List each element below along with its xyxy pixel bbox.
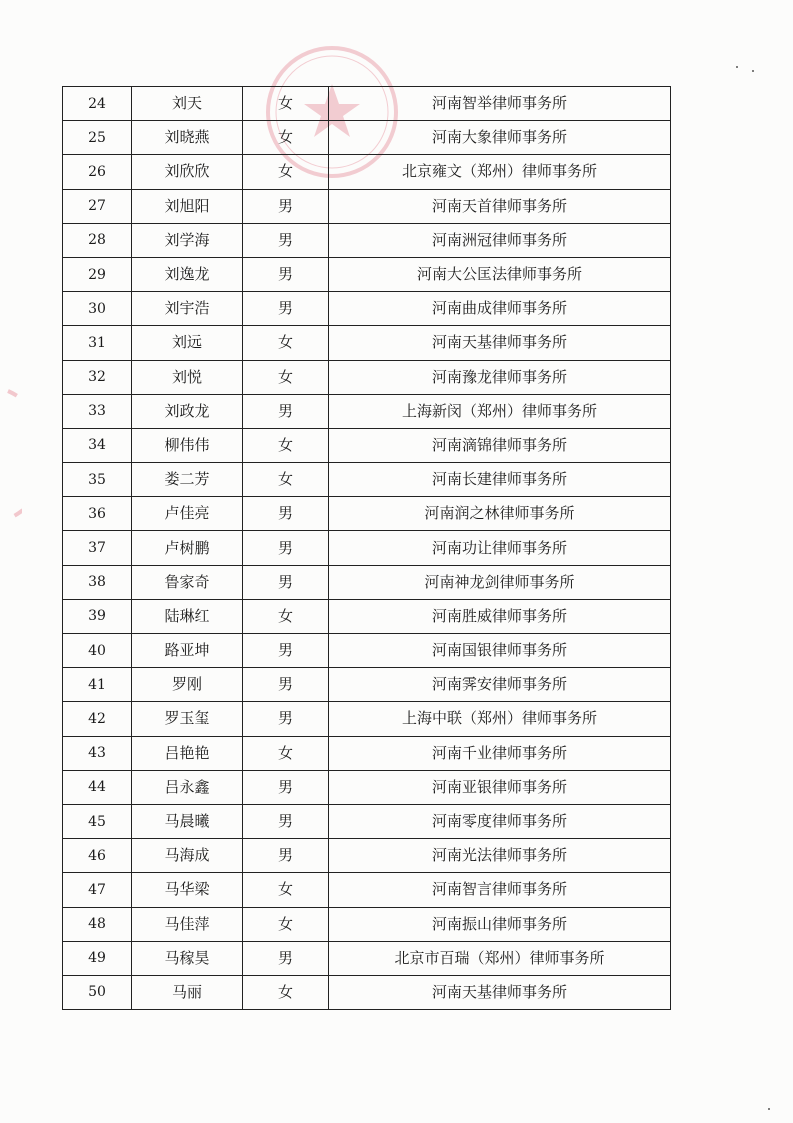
lawyer-name-cell: 马华梁 xyxy=(132,873,243,907)
law-firm-cell: 河南润之林律师事务所 xyxy=(329,497,671,531)
lawyer-name-cell: 刘旭阳 xyxy=(132,189,243,223)
row-number-cell: 27 xyxy=(63,189,132,223)
lawyer-name-cell: 刘宇浩 xyxy=(132,292,243,326)
scan-speck xyxy=(768,1108,770,1110)
lawyer-name-cell: 鲁家奇 xyxy=(132,565,243,599)
table-row xyxy=(63,736,671,770)
row-number-cell: 31 xyxy=(63,326,132,360)
row-number-cell: 41 xyxy=(63,668,132,702)
row-number-cell: 50 xyxy=(63,975,132,1009)
lawyer-name-cell: 刘晓燕 xyxy=(132,121,243,155)
gender-cell: 女 xyxy=(243,599,329,633)
lawyer-name-cell: 罗玉玺 xyxy=(132,702,243,736)
table-row xyxy=(63,189,671,223)
table-row xyxy=(63,121,671,155)
gender-cell: 男 xyxy=(243,394,329,428)
row-number-cell: 40 xyxy=(63,634,132,668)
law-firm-cell: 北京雍文（郑州）律师事务所 xyxy=(329,155,671,189)
law-firm-cell: 河南振山律师事务所 xyxy=(329,907,671,941)
gender-cell: 男 xyxy=(243,941,329,975)
table-row xyxy=(63,87,671,121)
gender-cell: 男 xyxy=(243,839,329,873)
row-number-cell: 44 xyxy=(63,770,132,804)
law-firm-cell: 河南智举律师事务所 xyxy=(329,87,671,121)
scan-speck xyxy=(752,70,754,72)
law-firm-cell: 河南胜威律师事务所 xyxy=(329,599,671,633)
law-firm-cell: 河南智言律师事务所 xyxy=(329,873,671,907)
lawyer-name-cell: 刘欣欣 xyxy=(132,155,243,189)
law-firm-cell: 河南曲成律师事务所 xyxy=(329,292,671,326)
gender-cell: 女 xyxy=(243,428,329,462)
table-row xyxy=(63,941,671,975)
lawyer-name-cell: 马海成 xyxy=(132,839,243,873)
gender-cell: 女 xyxy=(243,975,329,1009)
gender-cell: 男 xyxy=(243,292,329,326)
lawyer-name-cell: 马晨曦 xyxy=(132,804,243,838)
table-row xyxy=(63,668,671,702)
table-row xyxy=(63,565,671,599)
table-row xyxy=(63,702,671,736)
law-firm-cell: 河南大象律师事务所 xyxy=(329,121,671,155)
table-row xyxy=(63,531,671,565)
row-number-cell: 49 xyxy=(63,941,132,975)
lawyer-roster-table xyxy=(62,86,671,1010)
gender-cell: 女 xyxy=(243,873,329,907)
lawyer-name-cell: 陆琳红 xyxy=(132,599,243,633)
row-number-cell: 26 xyxy=(63,155,132,189)
table-row xyxy=(63,873,671,907)
law-firm-cell: 河南洲冠律师事务所 xyxy=(329,223,671,257)
law-firm-cell: 河南天基律师事务所 xyxy=(329,326,671,360)
lawyer-name-cell: 马佳萍 xyxy=(132,907,243,941)
table-row xyxy=(63,155,671,189)
edge-seal-fragment-icon xyxy=(0,385,22,525)
law-firm-cell: 河南神龙剑律师事务所 xyxy=(329,565,671,599)
gender-cell: 女 xyxy=(243,155,329,189)
table-row xyxy=(63,497,671,531)
row-number-cell: 33 xyxy=(63,394,132,428)
table-row xyxy=(63,394,671,428)
row-number-cell: 36 xyxy=(63,497,132,531)
law-firm-cell: 河南滴锦律师事务所 xyxy=(329,428,671,462)
table-row xyxy=(63,599,671,633)
row-number-cell: 32 xyxy=(63,360,132,394)
lawyer-name-cell: 卢树鹏 xyxy=(132,531,243,565)
lawyer-name-cell: 刘远 xyxy=(132,326,243,360)
lawyer-name-cell: 吕艳艳 xyxy=(132,736,243,770)
table-row xyxy=(63,975,671,1009)
row-number-cell: 39 xyxy=(63,599,132,633)
gender-cell: 女 xyxy=(243,121,329,155)
row-number-cell: 45 xyxy=(63,804,132,838)
table-row xyxy=(63,804,671,838)
gender-cell: 男 xyxy=(243,223,329,257)
gender-cell: 女 xyxy=(243,736,329,770)
lawyer-name-cell: 马丽 xyxy=(132,975,243,1009)
row-number-cell: 28 xyxy=(63,223,132,257)
law-firm-cell: 上海中联（郑州）律师事务所 xyxy=(329,702,671,736)
lawyer-name-cell: 刘悦 xyxy=(132,360,243,394)
row-number-cell: 38 xyxy=(63,565,132,599)
roster-table-body xyxy=(63,87,671,1010)
law-firm-cell: 上海新闵（郑州）律师事务所 xyxy=(329,394,671,428)
gender-cell: 男 xyxy=(243,531,329,565)
row-number-cell: 37 xyxy=(63,531,132,565)
table-row xyxy=(63,360,671,394)
law-firm-cell: 河南亚银律师事务所 xyxy=(329,770,671,804)
gender-cell: 男 xyxy=(243,702,329,736)
lawyer-name-cell: 刘逸龙 xyxy=(132,257,243,291)
law-firm-cell: 河南天首律师事务所 xyxy=(329,189,671,223)
lawyer-name-cell: 刘政龙 xyxy=(132,394,243,428)
row-number-cell: 43 xyxy=(63,736,132,770)
gender-cell: 男 xyxy=(243,189,329,223)
row-number-cell: 42 xyxy=(63,702,132,736)
law-firm-cell: 河南霁安律师事务所 xyxy=(329,668,671,702)
table-row xyxy=(63,223,671,257)
gender-cell: 男 xyxy=(243,565,329,599)
lawyer-name-cell: 刘学海 xyxy=(132,223,243,257)
row-number-cell: 30 xyxy=(63,292,132,326)
lawyer-name-cell: 罗刚 xyxy=(132,668,243,702)
table-row xyxy=(63,634,671,668)
table-row xyxy=(63,257,671,291)
row-number-cell: 47 xyxy=(63,873,132,907)
lawyer-name-cell: 娄二芳 xyxy=(132,463,243,497)
table-row xyxy=(63,326,671,360)
lawyer-name-cell: 马稼昊 xyxy=(132,941,243,975)
gender-cell: 女 xyxy=(243,87,329,121)
row-number-cell: 46 xyxy=(63,839,132,873)
gender-cell: 女 xyxy=(243,360,329,394)
row-number-cell: 35 xyxy=(63,463,132,497)
table-row xyxy=(63,907,671,941)
law-firm-cell: 河南功让律师事务所 xyxy=(329,531,671,565)
law-firm-cell: 河南大公匡法律师事务所 xyxy=(329,257,671,291)
gender-cell: 男 xyxy=(243,257,329,291)
table-row xyxy=(63,770,671,804)
gender-cell: 男 xyxy=(243,668,329,702)
row-number-cell: 29 xyxy=(63,257,132,291)
gender-cell: 女 xyxy=(243,463,329,497)
lawyer-name-cell: 刘天 xyxy=(132,87,243,121)
law-firm-cell: 河南长建律师事务所 xyxy=(329,463,671,497)
law-firm-cell: 河南国银律师事务所 xyxy=(329,634,671,668)
law-firm-cell: 河南天基律师事务所 xyxy=(329,975,671,1009)
row-number-cell: 25 xyxy=(63,121,132,155)
gender-cell: 男 xyxy=(243,497,329,531)
table-row xyxy=(63,463,671,497)
lawyer-name-cell: 吕永鑫 xyxy=(132,770,243,804)
row-number-cell: 48 xyxy=(63,907,132,941)
gender-cell: 男 xyxy=(243,634,329,668)
law-firm-cell: 北京市百瑞（郑州）律师事务所 xyxy=(329,941,671,975)
law-firm-cell: 河南光法律师事务所 xyxy=(329,839,671,873)
law-firm-cell: 河南零度律师事务所 xyxy=(329,804,671,838)
table-row xyxy=(63,292,671,326)
scan-speck xyxy=(736,66,738,68)
table-row xyxy=(63,428,671,462)
law-firm-cell: 河南豫龙律师事务所 xyxy=(329,360,671,394)
lawyer-name-cell: 柳伟伟 xyxy=(132,428,243,462)
row-number-cell: 24 xyxy=(63,87,132,121)
lawyer-name-cell: 路亚坤 xyxy=(132,634,243,668)
gender-cell: 男 xyxy=(243,770,329,804)
table-row xyxy=(63,839,671,873)
gender-cell: 女 xyxy=(243,907,329,941)
law-firm-cell: 河南千业律师事务所 xyxy=(329,736,671,770)
lawyer-name-cell: 卢佳亮 xyxy=(132,497,243,531)
gender-cell: 女 xyxy=(243,326,329,360)
gender-cell: 男 xyxy=(243,804,329,838)
row-number-cell: 34 xyxy=(63,428,132,462)
